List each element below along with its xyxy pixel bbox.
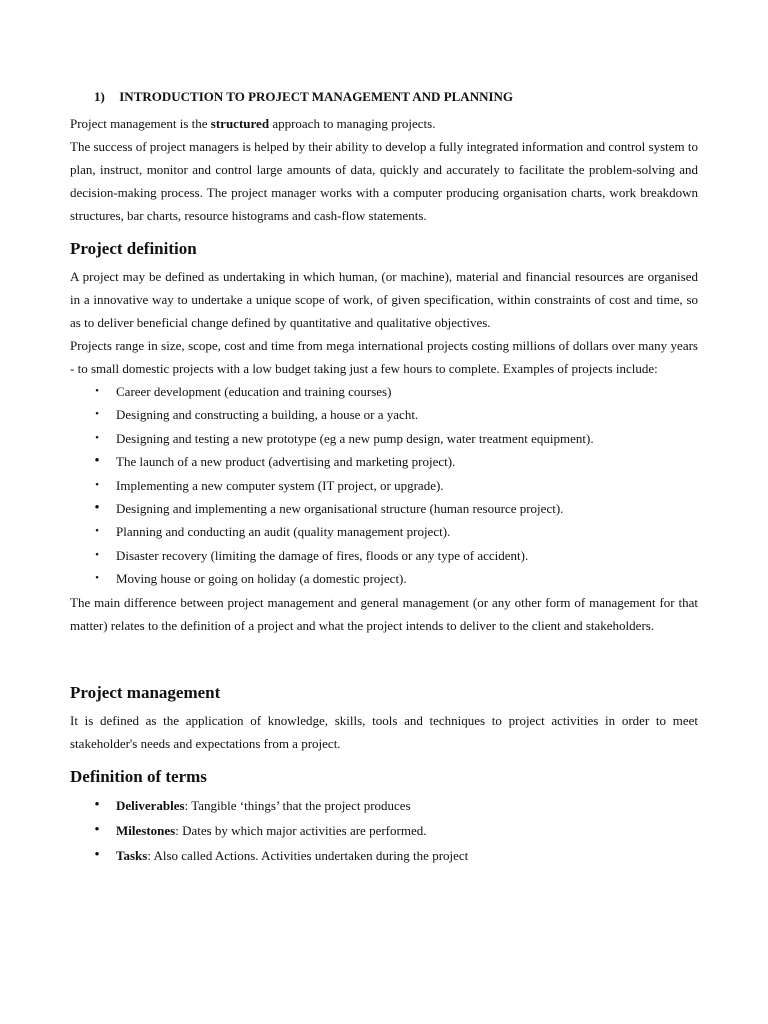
list-item-text: Moving house or going on holiday (a domestic project). xyxy=(116,571,407,587)
list-item xyxy=(92,450,698,473)
list-item xyxy=(92,403,698,426)
bullet-icon: • xyxy=(95,548,99,561)
bullet-icon: • xyxy=(95,525,99,538)
terms-list xyxy=(70,793,698,868)
definition-of-terms-heading: Definition of terms xyxy=(70,766,207,786)
bullet-icon: • xyxy=(95,478,99,491)
bullet-icon: • xyxy=(94,500,100,517)
project-definition-heading: Project definition xyxy=(70,239,197,258)
vertical-spacer xyxy=(70,637,698,671)
examples-list xyxy=(70,380,698,591)
term-label: Tasks xyxy=(116,847,148,863)
list-item xyxy=(92,380,698,403)
list-item-text: Designing and implementing a new organisational structure (human resource project). xyxy=(116,501,564,517)
bullet-icon: • xyxy=(95,408,99,421)
term-definition: : Tangible ‘things’ that the project produces xyxy=(184,797,411,813)
bullet-icon: • xyxy=(95,385,99,397)
bullet-icon: • xyxy=(95,572,99,585)
term-definition: : Dates by which major activities are performed. xyxy=(175,822,427,838)
list-item-text: Disaster recovery (limiting the damage of fires, floods or any type of accident). xyxy=(116,547,529,563)
intro-text-after: approach to managing projects. xyxy=(269,116,436,131)
list-item xyxy=(92,843,698,868)
list-item-text: Designing and testing a new prototype (eg a new pump design, water treatment equipment). xyxy=(116,430,594,446)
list-item xyxy=(92,520,698,543)
list-item xyxy=(92,497,698,520)
bullet-icon: • xyxy=(94,821,100,838)
section-heading xyxy=(94,88,698,106)
term-label: Deliverables xyxy=(116,797,185,813)
definition-paragraph-3: The main difference between project management and general management (or any other form of management for that matter) relates to the definition of a project and what the project intends to deliver to the client and stakeholders. xyxy=(70,594,698,633)
project-management-heading: Project management xyxy=(70,682,221,702)
list-item-text: Implementing a new computer system (IT project, or upgrade). xyxy=(116,477,444,493)
list-item xyxy=(92,474,698,497)
bullet-icon: • xyxy=(94,846,100,863)
list-item xyxy=(92,427,698,450)
intro-paragraph-1 xyxy=(70,112,698,135)
intro-paragraph-2: The success of project managers is helped by their ability to develop a fully integrated information and control system to plan, instruct, monitor and control large amounts of data, quickly and accurately to facilitate the problem-solving and decision-making process. The project manager works with a computer producing organisation charts, work breakdown structures, bar charts, resource histograms and cash-flow statements. xyxy=(70,139,698,223)
list-item xyxy=(92,567,698,590)
list-item xyxy=(92,793,698,818)
bullet-icon: • xyxy=(94,453,100,470)
list-item-text: The launch of a new product (advertising and marketing project). xyxy=(116,454,456,470)
bullet-icon: • xyxy=(95,431,99,444)
definition-paragraph-1: A project may be defined as undertaking in which human, (or machine), material and financial resources are organised in a innovative way to undertake a unique scope of work, of given specification, within constraints of cost and time, so as to deliver beneficial change defined by quantitative and qualitative objectives. xyxy=(70,269,698,330)
list-item-text: Designing and constructing a building, a house or a yacht. xyxy=(116,407,419,423)
list-item-text: Career development (education and training courses) xyxy=(116,384,392,399)
bullet-icon: • xyxy=(94,796,100,813)
list-item xyxy=(92,818,698,843)
intro-text-before: Project management is the xyxy=(70,116,211,131)
definition-paragraph-2: Projects range in size, scope, cost and time from mega international projects costing millions of dollars over many years - to small domestic projects with a low budget taking just a few hours to complete. Examples of projects include: xyxy=(70,338,698,376)
term-definition: : Also called Actions. Activities undertaken during the project xyxy=(147,847,469,863)
list-item xyxy=(92,544,698,567)
intro-bold-word: structured xyxy=(210,116,270,131)
section-title: INTRODUCTION TO PROJECT MANAGEMENT AND PLANNING xyxy=(119,89,514,104)
section-number: 1) xyxy=(94,89,105,104)
management-paragraph: It is defined as the application of knowledge, skills, tools and techniques to project activities in order to meet stakeholder's needs and expectations from a project. xyxy=(70,712,698,751)
list-item-text: Planning and conducting an audit (quality management project). xyxy=(116,524,451,540)
term-label: Milestones xyxy=(116,822,176,838)
